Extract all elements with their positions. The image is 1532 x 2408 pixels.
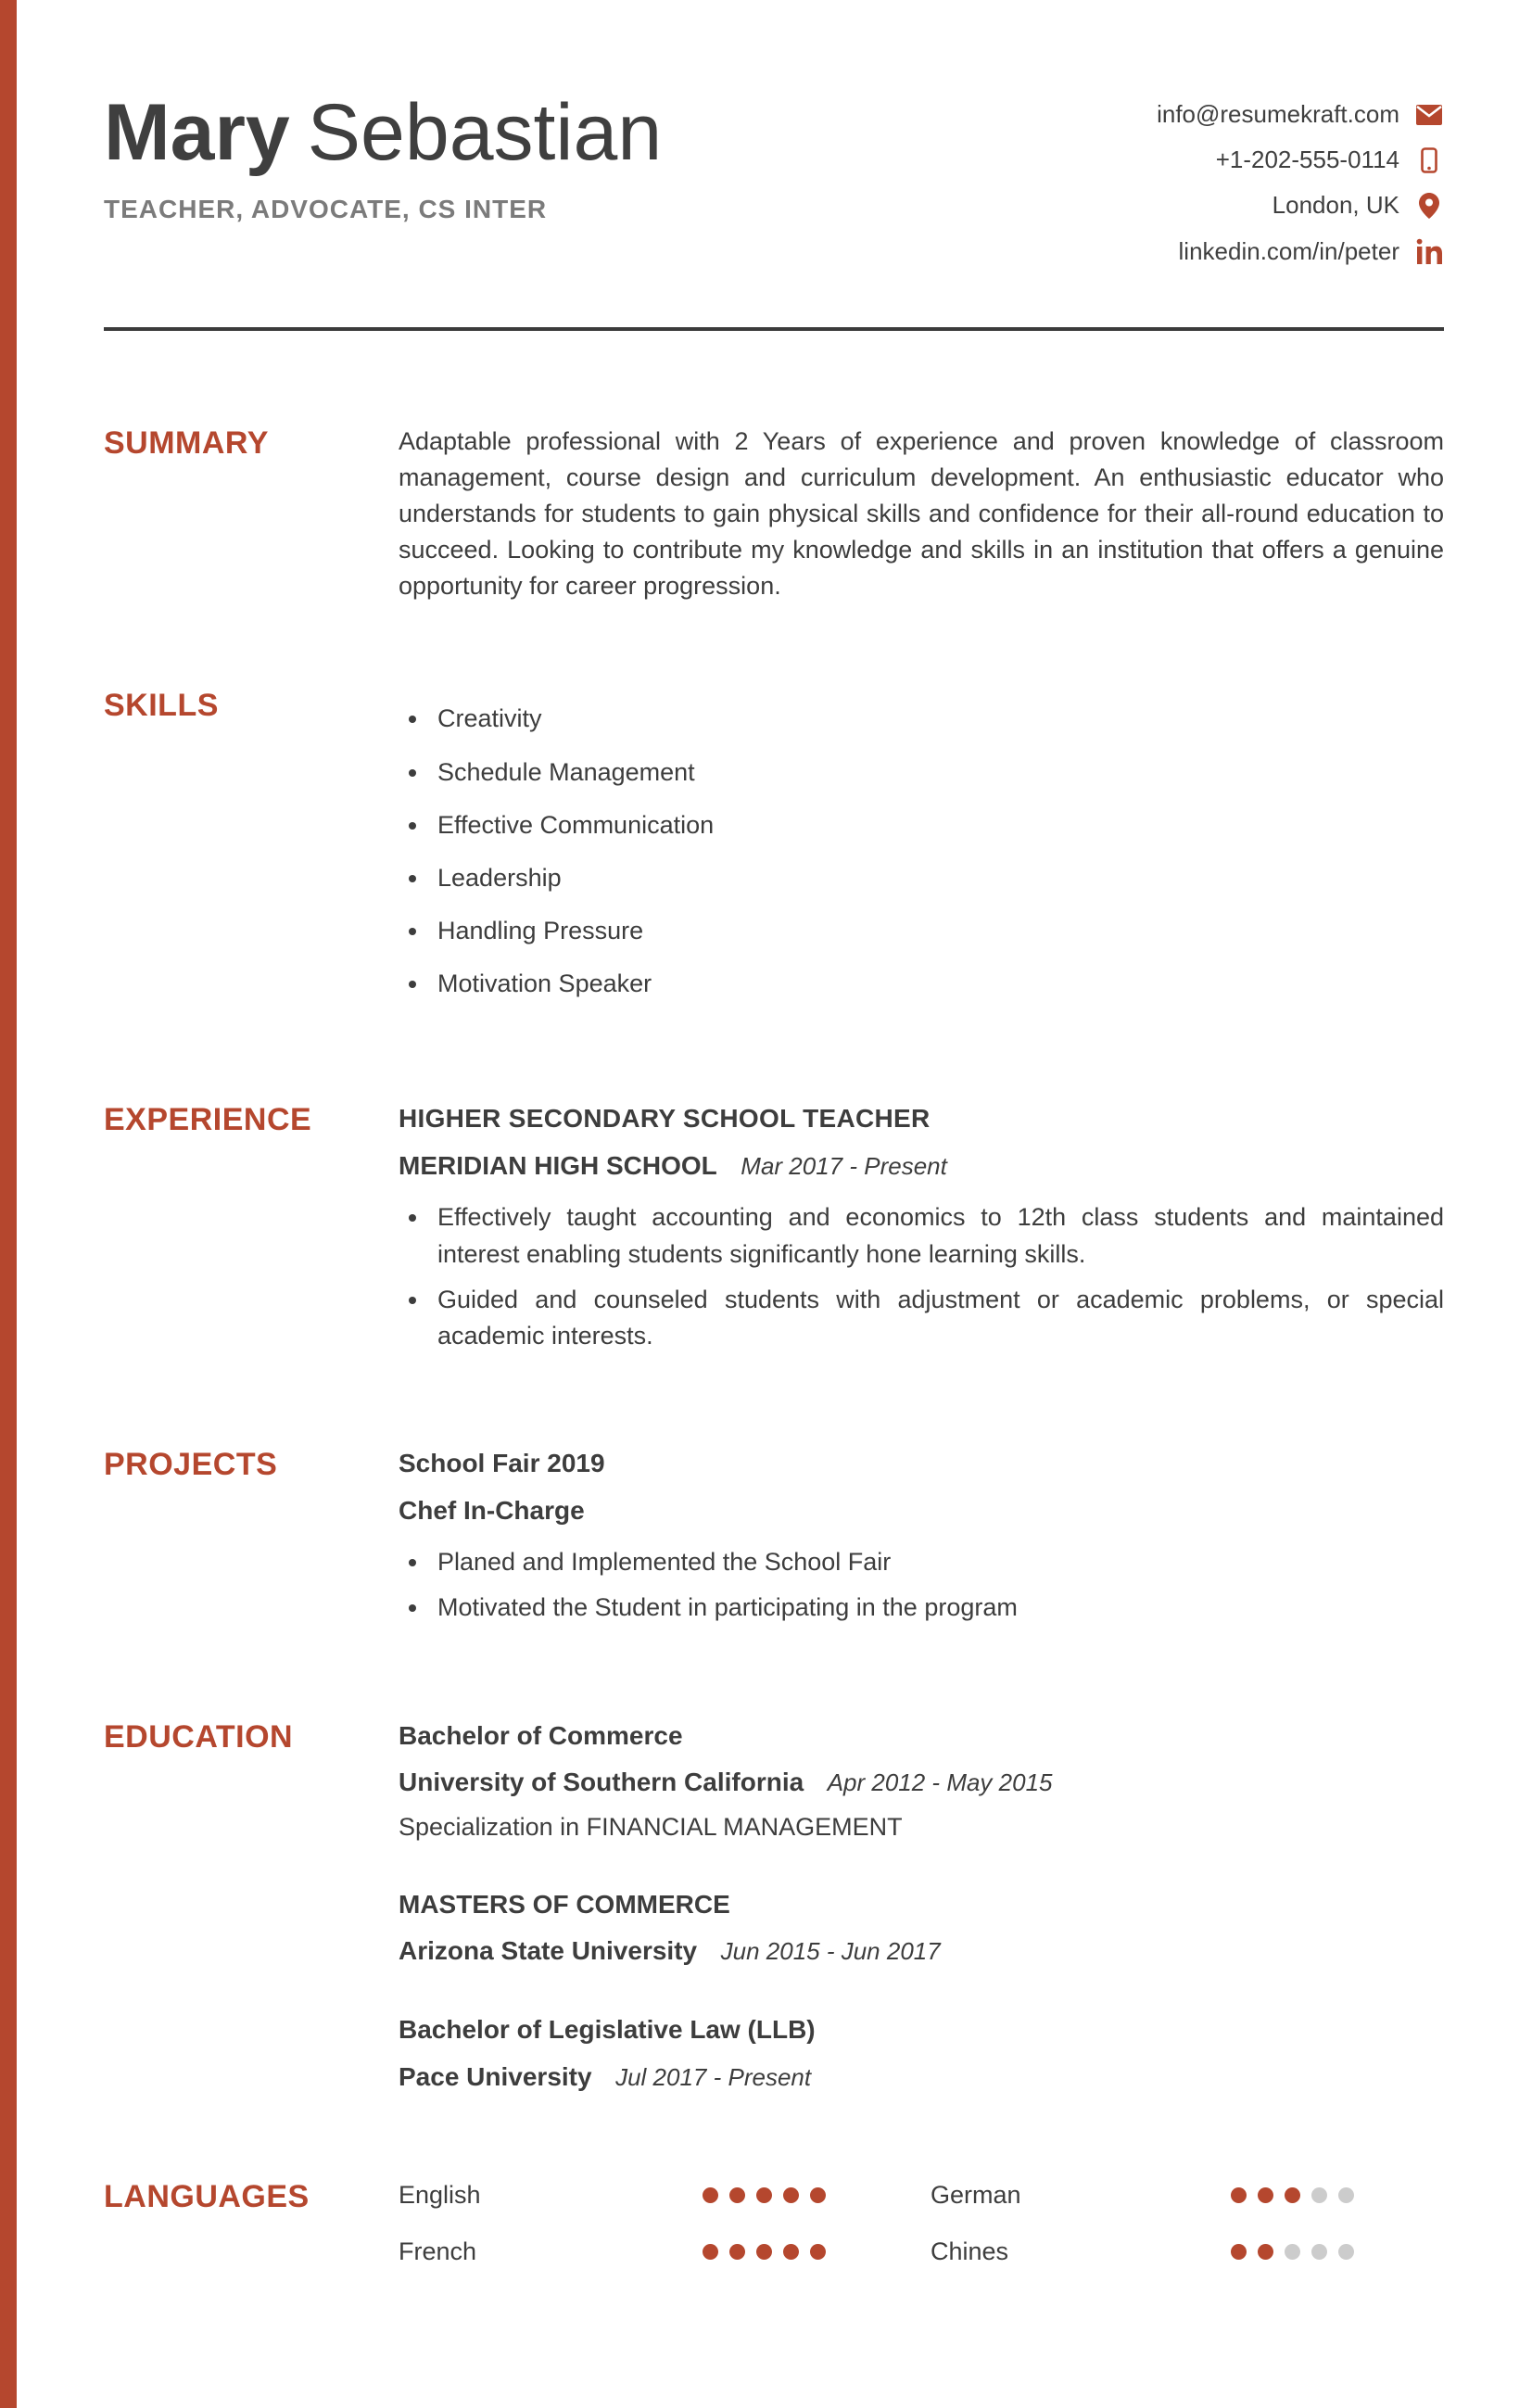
language-level-dot: [1338, 2244, 1354, 2260]
skills-heading: SKILLS: [104, 688, 219, 724]
candidate-name: [104, 88, 663, 177]
degree-name: Bachelor of Commerce: [399, 1720, 683, 1750]
school-name: Arizona State University: [399, 1936, 698, 1966]
language-level-dot: [1231, 2187, 1247, 2203]
experience-bullets: [399, 1199, 1444, 1354]
language-level: [1231, 2244, 1444, 2260]
language-name: French: [399, 2237, 477, 2266]
education-heading: EDUCATION: [104, 1718, 294, 1755]
school-name: University of Southern California: [399, 1768, 804, 1797]
language-level-dot: [1285, 2244, 1300, 2260]
phone-text: +1-202-555-0114: [1215, 146, 1399, 174]
job-dates: Mar 2017 - Present: [741, 1151, 947, 1180]
language-level-dot: [756, 2187, 772, 2203]
summary-content: [399, 424, 1444, 605]
languages-content: [399, 2177, 1444, 2270]
language-level-dot: [729, 2244, 745, 2260]
language-level-dot: [1311, 2244, 1327, 2260]
education-dates: Apr 2012 - May 2015: [827, 1768, 1053, 1797]
project-bullet: • Motivated the Student in participating in the program: [430, 1590, 1444, 1626]
degree-name: MASTERS OF COMMERCE: [399, 1889, 730, 1919]
phone-icon: [1414, 147, 1444, 173]
education-dates: Jun 2015 - Jun 2017: [720, 1937, 941, 1966]
degree-name: Bachelor of Legislative Law (LLB): [399, 2015, 816, 2045]
skills-content: [399, 686, 1444, 1019]
language-level-dot: [810, 2244, 826, 2260]
company-name: MERIDIAN HIGH SCHOOL: [399, 1150, 717, 1180]
skill-item: • Effective Communication: [430, 807, 1444, 843]
languages-heading: LANGUAGES: [104, 2179, 310, 2215]
skill-item: • Creativity: [430, 701, 1444, 737]
location-text: London, UK: [1272, 191, 1399, 220]
email-text: info@resumekraft.com: [1157, 100, 1399, 128]
experience-content: [399, 1100, 1444, 1363]
company-line: [399, 1147, 1444, 1185]
language-name: Chines: [931, 2237, 1009, 2266]
language-level-dot: [703, 2244, 718, 2260]
language-level-dot: [1231, 2244, 1247, 2260]
languages-grid: [399, 2177, 1444, 2270]
linkedin-icon: [1414, 238, 1444, 264]
first-name: Mary: [104, 88, 290, 177]
language-level-dot: [810, 2187, 826, 2203]
language-name: English: [399, 2181, 481, 2210]
skill-item: • Schedule Management: [430, 754, 1444, 791]
linkedin-text: linkedin.com/in/peter: [1178, 236, 1399, 265]
language-level-dot: [1258, 2187, 1273, 2203]
skills-list: [399, 701, 1444, 1002]
section-languages: [104, 2177, 1444, 2270]
section-summary: [104, 424, 1444, 605]
school-name: Pace University: [399, 2061, 592, 2091]
language-level-dot: [729, 2187, 745, 2203]
identity-block: [104, 88, 663, 224]
education-content: [399, 1717, 1444, 2097]
education-item: [399, 2011, 1444, 2096]
contact-list: [1157, 93, 1444, 283]
experience-bullet: • Guided and counseled students with adjustment or academic problems, or special academic interests.: [430, 1282, 1444, 1354]
language-level: [703, 2187, 931, 2203]
section-skills: [104, 686, 1444, 1019]
project-bullets: [399, 1544, 1444, 1626]
school-line: [399, 1764, 1444, 1802]
education-item: [399, 1886, 1444, 1971]
project-title: School Fair 2019: [399, 1449, 605, 1478]
summary-heading: SUMMARY: [104, 425, 269, 461]
skill-item: • Motivation Speaker: [430, 966, 1444, 1002]
section-projects: [104, 1445, 1444, 1635]
section-experience: [104, 1100, 1444, 1363]
language-level-dot: [756, 2244, 772, 2260]
experience-heading: EXPERIENCE: [104, 1102, 312, 1138]
projects-content: [399, 1445, 1444, 1635]
language-name: German: [931, 2181, 1021, 2210]
language-level: [1231, 2187, 1444, 2203]
language-level: [703, 2244, 931, 2260]
education-item: [399, 1717, 1444, 1845]
skill-item: • Handling Pressure: [430, 913, 1444, 949]
headline: TEACHER, ADVOCATE, CS INTER: [104, 195, 548, 223]
location-icon: [1414, 193, 1444, 219]
header-divider: [104, 327, 1444, 331]
contact-location: [1157, 191, 1444, 220]
language-level-dot: [783, 2187, 799, 2203]
email-icon: [1414, 105, 1444, 125]
header: [104, 88, 1444, 283]
language-level-dot: [703, 2187, 718, 2203]
education-dates: Jul 2017 - Present: [615, 2062, 812, 2091]
project-role: Chef In-Charge: [399, 1495, 585, 1525]
contact-linkedin[interactable]: [1157, 237, 1444, 266]
left-accent-strip: [0, 0, 17, 2408]
contact-email[interactable]: [1157, 100, 1444, 129]
language-level-dot: [1338, 2187, 1354, 2203]
specialization-note: Specialization in FINANCIAL MANAGEMENT: [399, 1812, 903, 1841]
job-title: HIGHER SECONDARY SCHOOL TEACHER: [399, 1104, 931, 1134]
project-bullet: • Planed and Implemented the School Fair: [430, 1544, 1444, 1580]
contact-phone: [1157, 146, 1444, 174]
section-education: [104, 1717, 1444, 2097]
language-level-dot: [783, 2244, 799, 2260]
skill-item: • Leadership: [430, 860, 1444, 896]
language-level-dot: [1258, 2244, 1273, 2260]
language-level-dot: [1311, 2187, 1327, 2203]
school-line: [399, 1933, 1444, 1971]
projects-heading: PROJECTS: [104, 1447, 278, 1483]
last-name: Sebastian: [307, 88, 663, 177]
school-line: [399, 2059, 1444, 2097]
experience-bullet: • Effectively taught accounting and economics to 12th class students and maintained interest enabling students significantly hone learning skills.: [430, 1199, 1444, 1272]
summary-text: Adaptable professional with 2 Years of experience and proven knowledge of classroom management, course design and curriculum development. An enthusiastic educator who understands for students to gain physical skills and confidence for their all-round education to succeed. Looking to contribute my knowledge and skills in an institution that offers a genuine opportunity for career progression.: [399, 426, 1444, 601]
language-level-dot: [1285, 2187, 1300, 2203]
